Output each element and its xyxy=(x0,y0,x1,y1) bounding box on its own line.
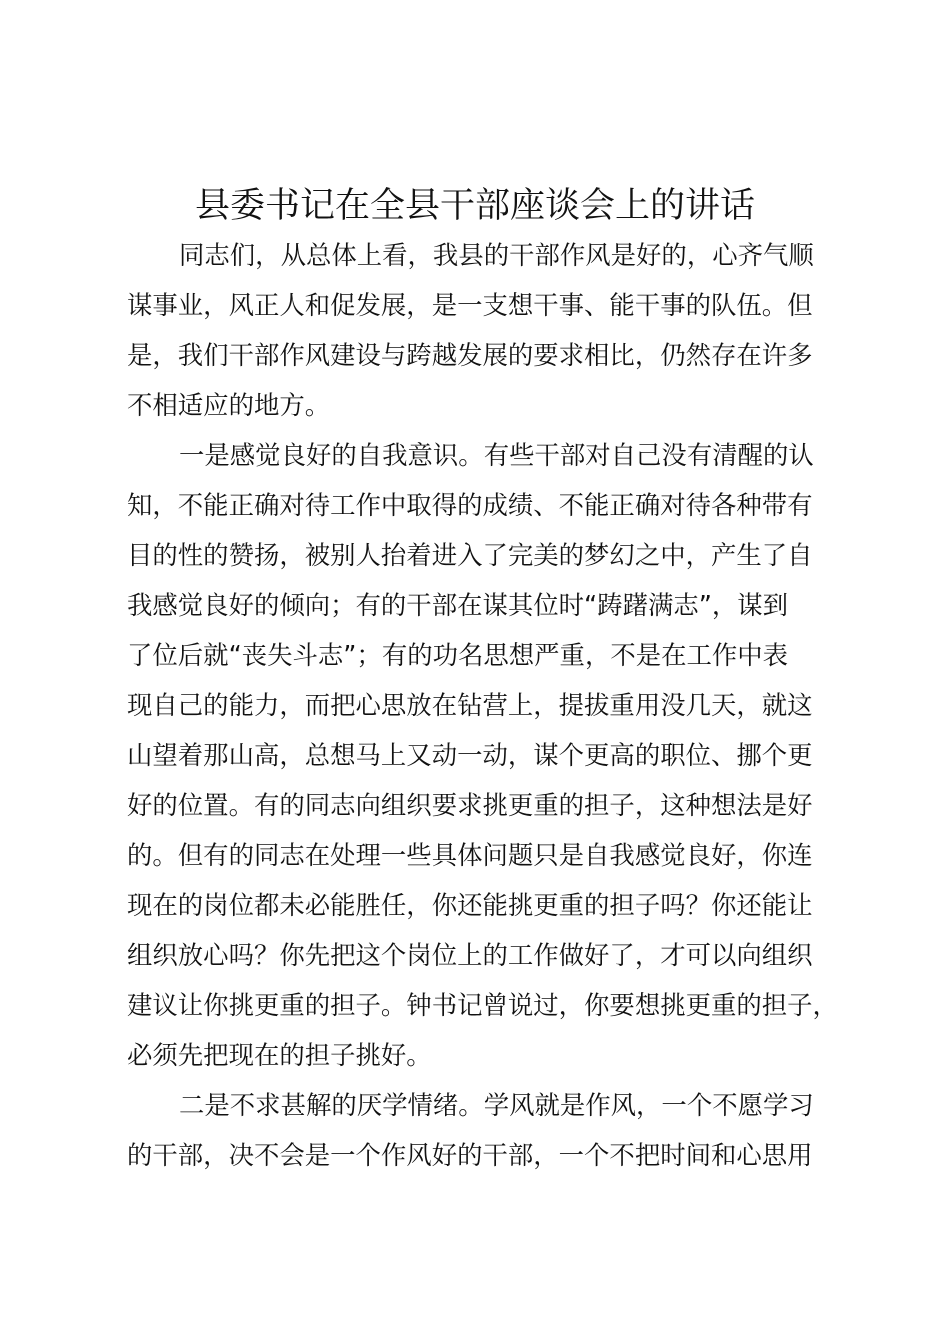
text-line: 是，我们干部作风建设与跨越发展的要求相比，仍然存在许多 xyxy=(127,340,813,370)
text-line: 同志们，从总体上看，我县的干部作风是好的，心齐气顺 xyxy=(179,240,814,270)
text-line: 的。但有的同志在处理一些具体问题只是自我感觉良好，你连 xyxy=(127,840,813,870)
document-title: 县委书记在全县干部座谈会上的讲话 xyxy=(194,186,755,226)
text-line: 山望着那山高，总想马上又动一动，谋个更高的职位、挪个更 xyxy=(127,740,813,770)
text-line: 目的性的赞扬，被别人抬着进入了完美的梦幻之中，产生了自 xyxy=(127,540,813,570)
paragraph-point-one xyxy=(127,430,867,1080)
text-line: 好的位置。有的同志向组织要求挑更重的担子，这种想法是好 xyxy=(127,790,813,820)
text-line: 了位后就“丧失斗志”；有的功名思想严重，不是在工作中表 xyxy=(127,640,789,670)
text-line: 不相适应的地方。 xyxy=(127,390,331,420)
text-line: 现在的岗位都未必能胜任，你还能挑更重的担子吗？你还能让 xyxy=(127,890,813,920)
text-line: 我感觉良好的倾向；有的干部在谋其位时“踌躇满志”，谋到 xyxy=(127,590,789,620)
text-line: 知，不能正确对待工作中取得的成绩、不能正确对待各种带有 xyxy=(127,490,813,520)
paragraph-intro xyxy=(127,230,867,430)
text-line: 谋事业，风正人和促发展，是一支想干事、能干事的队伍。但 xyxy=(127,290,813,320)
text-line: 二是不求甚解的厌学情绪。学风就是作风，一个不愿学习 xyxy=(179,1090,814,1120)
text-line: 组织放心吗？你先把这个岗位上的工作做好了，才可以向组织 xyxy=(127,940,813,970)
text-line: 现自己的能力，而把心思放在钻营上，提拔重用没几天，就这 xyxy=(127,690,813,720)
text-line: 一是感觉良好的自我意识。有些干部对自己没有清醒的认 xyxy=(179,440,814,470)
text-line: 必须先把现在的担子挑好。 xyxy=(127,1040,432,1070)
paragraph-point-two xyxy=(127,1080,867,1180)
text-line: 建议让你挑更重的担子。钟书记曾说过，你要想挑更重的担子， xyxy=(127,990,838,1020)
text-line: 的干部，决不会是一个作风好的干部，一个不把时间和心思用 xyxy=(127,1140,813,1170)
